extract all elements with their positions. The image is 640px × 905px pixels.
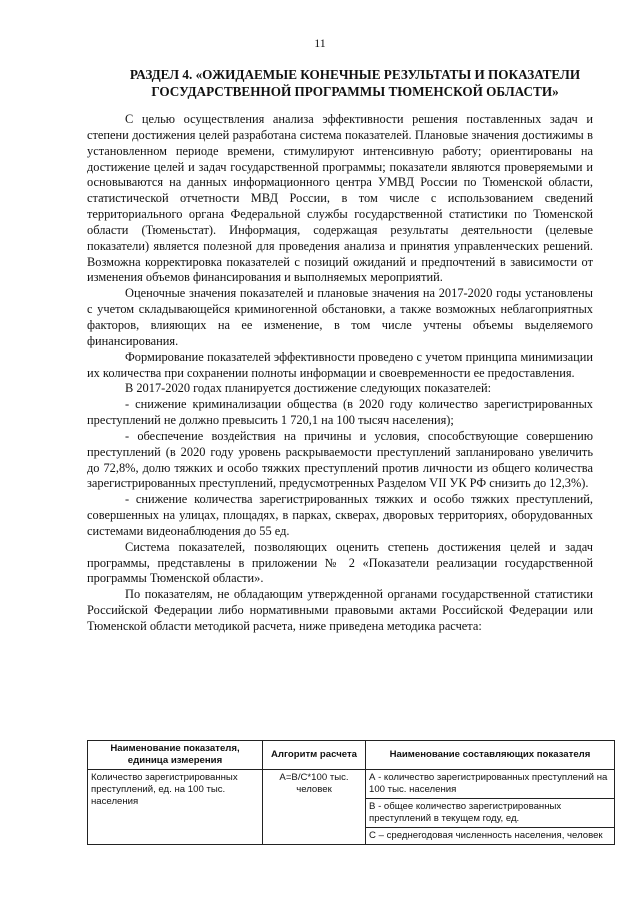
body-text — [87, 112, 593, 635]
component-a: А - количество зарегистрированных преступлений на 100 тыс. населения — [369, 772, 608, 795]
paragraph: Система показателей, позволяющих оценить степень достижения целей и задач программы, представлены в приложении № 2 «Показатели реализации государственной программы Тюменской области». — [87, 539, 593, 586]
paragraph: Оценочные значения показателей и плановые значения на 2017-2020 годы установлены с учетом складывающейся криминогенной обстановки, а также возможных неблагоприятных факторов, влияющих на ее изменение, в том числе учтены объемы выделяемого финансирования. — [87, 286, 593, 348]
header-components: Наименование составляющих показателя — [366, 741, 615, 770]
cell-components — [366, 770, 615, 845]
bullet-item: - снижение криминализации общества (в 2020 году количество зарегистрированных преступлений не должно превысить 1 720,1 на 100 тысяч населения); — [87, 397, 593, 428]
methodology-table — [87, 740, 615, 845]
table-row — [88, 770, 615, 845]
header-indicator-name: Наименование показателя, единица измерения — [88, 741, 263, 770]
header-algorithm: Алгоритм расчета — [263, 741, 366, 770]
cell-formula: А=В/С*100 тыс. человек — [263, 770, 366, 845]
bullet-item: - обеспечение воздействия на причины и условия, способствующие совершению преступлений (в 2020 году уровень раскрываемости преступлений запланировано увеличить до 72,8%, долю тяжких и особо тяжких преступлений против личности из общего количества зарегистрированных преступлений, предусмотренных Разделом VII УК РФ снизить до 12,3%). — [87, 428, 593, 491]
component-b: В - общее количество зарегистрированных преступлений в текущем году, ед. — [366, 798, 614, 825]
bullet-item: - снижение количества зарегистрированных тяжких и особо тяжких преступлений, совершенных на улицах, площадях, в парках, скверах, дворовых территориях, оборудованных системами видеонаблюдения до 55 ед. — [87, 492, 593, 538]
paragraph: По показателям, не обладающим утвержденной органами государственной статистики Российской Федерации либо нормативными правовыми актами Российской Федерации или Тюменской области методикой расчета, ниже приведена методика расчета: — [87, 587, 593, 633]
table-header-row — [88, 741, 615, 770]
paragraph: В 2017-2020 годах планируется достижение следующих показателей: — [125, 381, 492, 396]
section-title: РАЗДЕЛ 4. «ОЖИДАЕМЫЕ КОНЕЧНЫЕ РЕЗУЛЬТАТЫ И ПОКАЗАТЕЛИ ГОСУДАРСТВЕННОЙ ПРОГРАММЫ ТЮМЕНСКОЙ ОБЛАСТИ» — [129, 67, 581, 99]
component-c: С – среднегодовая численность населения, человек — [366, 827, 614, 842]
cell-indicator-name: Количество зарегистрированных преступлений, ед. на 100 тыс. населения — [88, 770, 263, 845]
paragraph: Формирование показателей эффективности проведено с учетом принципа минимизации их количества при сохранении полноты информации и своевременности ее предоставления. — [87, 349, 593, 380]
page-number: 11 — [314, 36, 326, 50]
paragraph: С целью осуществления анализа эффективности решения поставленных задач и степени достижения целей разработана система показателей. Плановые значения достижимы в установленном периоде времени, стимулируют интенсивную работу; ориентированы на достижение целей и задач государственной программы; показатели являются проверяемыми и основываются на данных информационного центра УМВД России по Тюменской области, статистической отчетности МВД России, в том числе с использованием сведений территориального органа Федеральной службы государственной статистики по Тюменской области (Тюменьстат). Информация, содержащая результаты деятельности (целевые показатели) является полезной для проведения анализа и принятия управленческих решений. Возможна корректировка показателей с позиций ожиданий и предпочтений в зависимости от изменения объемов финансирования и выполняемых мероприятий. — [87, 112, 593, 285]
